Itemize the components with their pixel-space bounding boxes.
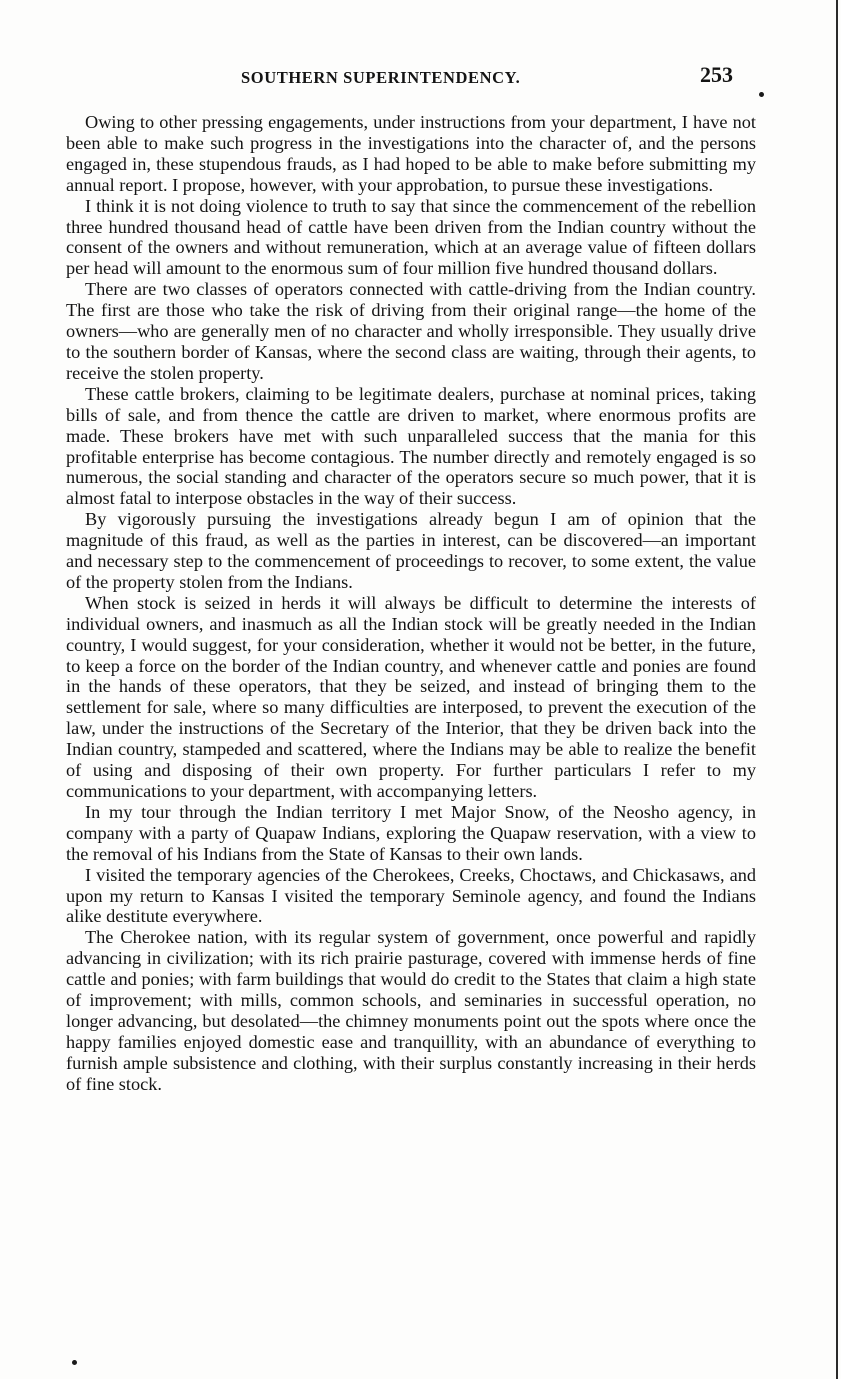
paragraph: I visited the temporary agencies of the Cherokees, Creeks, Choctaws, and Chickasaws, and upon my return to Kansas I visited the temporary Seminole agency, and found the Indians alike destitute everywhere. xyxy=(66,864,756,927)
paragraph: These cattle brokers, claiming to be legitimate dealers, purchase at nominal prices, taking bills of sale, and from thence the cattle are driven to market, where enormous profits are made. These brokers have met with such unparalleled success that the mania for this profitable enterprise has become contagious. The number directly and remotely engaged is so numerous, the social standing and character of the operators secure so much power, that it is almost fatal to interpose obstacles in the way of their success. xyxy=(66,383,756,509)
ink-speck-top xyxy=(759,92,764,97)
paragraph: There are two classes of operators connected with cattle-driving from the Indian country. The first are those who take the risk of driving from their original range—the home of the owners—who are generally men of no character and wholly irresponsible. They usually drive to the southern border of Kansas, where the second class are waiting, through their agents, to receive the stolen property. xyxy=(66,279,756,383)
paragraph: Owing to other pressing engagements, under instructions from your department, I have not been able to make such progress in the investigations into the character of, and the persons engaged in, these stupendous frauds, as I had hoped to be able to make before submitting my annual report. I propose, however, with your approbation, to pursue these investigations. xyxy=(66,112,756,195)
paragraph: The Cherokee nation, with its regular system of government, once powerful and rapidly advancing in civilization; with its rich prairie pasturage, covered with immense herds of fine cattle and ponies; with farm buildings that would do credit to the States that claim a high state of improvement; with mills, common schools, and seminaries in successful operation, no longer advancing, but desolated—the chimney monuments point out the spots where once the happy families enjoyed domestic ease and tranquillity, with an abundance of everything to furnish ample subsistence and clothing, with their surplus constantly increasing in their herds of fine stock. xyxy=(66,927,756,1094)
running-title: SOUTHERN SUPERINTENDENCY. xyxy=(241,68,521,87)
page-edge-line xyxy=(836,0,838,1379)
paragraph: I think it is not doing violence to truth to say that since the commencement of the rebellion three hundred thousand head of cattle have been driven from the Indian country without the consent of the owners and without remuneration, which at an average value of fifteen dollars per head will amount to the enormous sum of four million five hundred thousand dollars. xyxy=(66,195,756,279)
page-header xyxy=(0,62,841,92)
paragraph: When stock is seized in herds it will always be difficult to determine the interests of individual owners, and inasmuch as all the Indian stock will be greatly needed in the Indian country, I would suggest, for your consideration, whether it would not be better, in the future, to keep a force on the border of the Indian country, and whenever cattle and ponies are found in the hands of these operators, that they be seized, and instead of bringing them to the settlement for sale, where so many difficulties are interposed, to prevent the execution of the law, under the instructions of the Secretary of the Interior, that they be driven back into the Indian country, stampeded and scattered, where the Indians may be able to realize the benefit of using and disposing of their own property. For further particulars I refer to my communications to your department, with accompanying letters. xyxy=(66,592,756,801)
page-number: 253 xyxy=(700,62,733,87)
paragraph: By vigorously pursuing the investigations already begun I am of opinion that the magnitude of this fraud, as well as the parties in interest, can be discovered—an important and necessary step to the commencement of proceedings to recover, to some extent, the value of the property stolen from the Indians. xyxy=(66,509,756,592)
body-text xyxy=(66,112,756,1095)
ink-speck-bottom xyxy=(72,1360,77,1365)
paragraph: In my tour through the Indian territory I met Major Snow, of the Neosho agency, in company with a party of Quapaw Indians, exploring the Quapaw reservation, with a view to the removal of his Indians from the State of Kansas to their own lands. xyxy=(66,801,756,864)
